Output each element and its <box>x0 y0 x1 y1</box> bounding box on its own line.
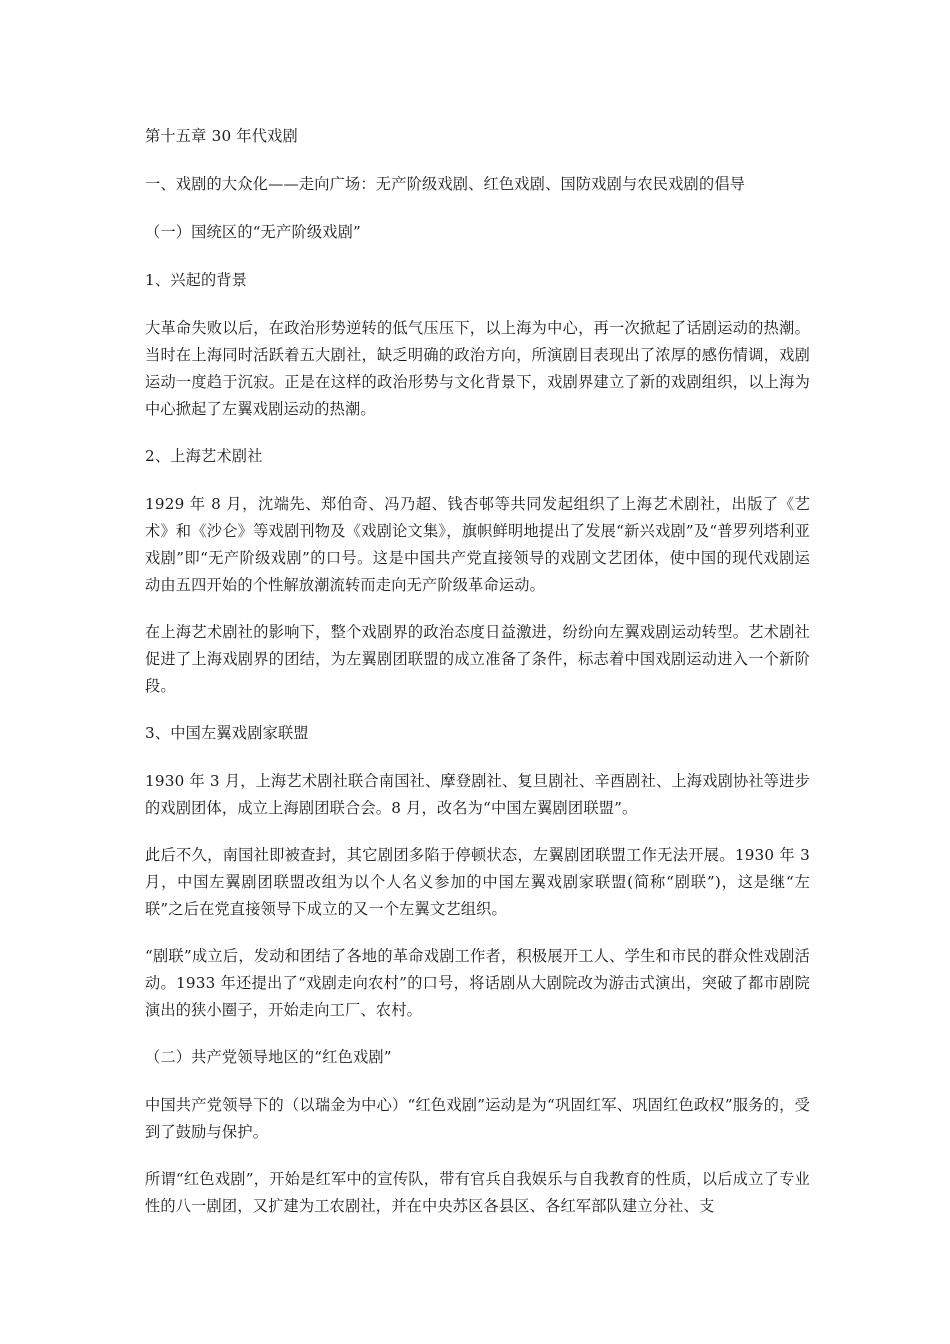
subsection-title: （一）国统区的“无产阶级戏剧” <box>145 223 361 241</box>
item-title: 3、中国左翼戏剧家联盟 <box>145 724 309 742</box>
body-paragraph: 此后不久，南国社即被查封，其它剧团多陷于停顿状态，左翼剧团联盟工作无法开展。1930 年 3 月，中国左翼剧团联盟改组为以个人名义参加的中国左翼戏剧家联盟(简称“剧联”)，这是继“左联”之后在党直接领导下成立的又一个左翼文艺组织。 <box>145 846 810 918</box>
body-paragraph: 1929 年 8 月，沈端先、郑伯奇、冯乃超、钱杏邨等共同发起组织了上海艺术剧社，出版了《艺术》和《沙仑》等戏剧刊物及《戏剧论文集》，旗帜鲜明地提出了发展“新兴戏剧”及“普罗列塔利亚戏剧”即“无产阶级戏剧”的口号。这是中国共产党直接领导的戏剧文艺团体，使中国的现代戏剧运动由五四开始的个性解放潮流转而走向无产阶级革命运动。 <box>145 495 810 594</box>
body-paragraph: 在上海艺术剧社的影响下，整个戏剧界的政治态度日益激进，纷纷向左翼戏剧运动转型。艺术剧社促进了上海戏剧界的团结，为左翼剧团联盟的成立准备了条件，标志着中国戏剧运动进入一个新阶段。 <box>145 623 810 695</box>
subsection-title: （二）共产党领导地区的“红色戏剧” <box>145 1048 392 1066</box>
chapter-title: 第十五章 30 年代戏剧 <box>145 127 298 145</box>
body-paragraph: “剧联”成立后，发动和团结了各地的革命戏剧工作者，积极展开工人、学生和市民的群众性戏剧活动。1933 年还提出了“戏剧走向农村”的口号，将话剧从大剧院改为游击式演出，突破了都市剧院演出的狭小圈子，开始走向工厂、农村。 <box>145 947 810 1019</box>
section-title: 一、戏剧的大众化——走向广场：无产阶级戏剧、红色戏剧、国防戏剧与农民戏剧的倡导 <box>145 175 746 193</box>
item-title: 2、上海艺术剧社 <box>145 447 263 465</box>
body-paragraph: 中国共产党领导下的（以瑞金为中心）“红色戏剧”运动是为“巩固红军、巩固红色政权”服务的，受到了鼓励与保护。 <box>145 1096 810 1141</box>
document-body <box>145 123 810 1240</box>
item-title: 1、兴起的背景 <box>145 271 248 289</box>
body-paragraph: 所谓“红色戏剧”，开始是红军中的宣传队，带有官兵自我娱乐与自我教育的性质，以后成立了专业性的八一剧团，又扩建为工农剧社，并在中央苏区各县区、各红军部队建立分社、支 <box>145 1170 810 1215</box>
body-paragraph: 大革命失败以后，在政治形势逆转的低气压压下，以上海为中心，再一次掀起了话剧运动的热潮。当时在上海同时活跃着五大剧社，缺乏明确的政治方向，所演剧目表现出了浓厚的感伤情调，戏剧运动一度趋于沉寂。正是在这样的政治形势与文化背景下，戏剧界建立了新的戏剧组织，以上海为中心掀起了左翼戏剧运动的热潮。 <box>145 319 810 418</box>
body-paragraph: 1930 年 3 月，上海艺术剧社联合南国社、摩登剧社、复旦剧社、辛酉剧社、上海戏剧协社等进步的戏剧团体，成立上海剧团联合会。8 月，改名为“中国左翼剧团联盟”。 <box>145 772 810 817</box>
